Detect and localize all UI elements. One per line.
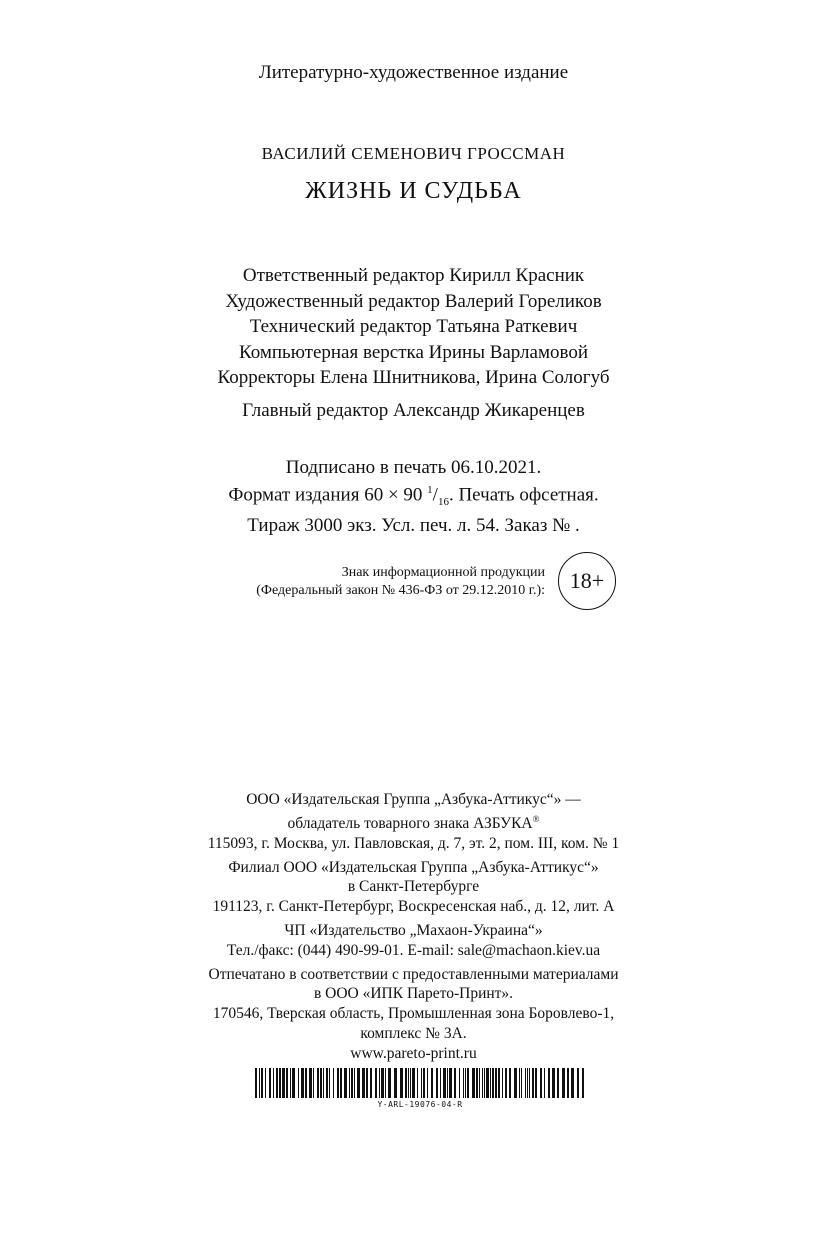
publisher-address: 115093, г. Москва, ул. Павловская, д. 7, эт. 2, пом. III, ком. № 1 [207,834,620,852]
info-mark-line1: Знак информационной продукции [341,565,545,580]
barcode-bar [562,1068,565,1098]
barcode-bar [421,1068,422,1098]
barcode-bar [394,1068,397,1098]
barcode-bar [486,1068,489,1098]
barcode-bar [431,1068,433,1098]
branch-address: 191123, г. Санкт-Петербург, Воскресенская наб., д. 12, лит. А [212,898,615,916]
trademark-text: обладатель товарного знака АЗБУКА [287,814,533,832]
barcode-bar [337,1068,339,1098]
barcode-bar [577,1068,579,1098]
barcode-bar [472,1068,475,1098]
printer-line: в ООО «ИПК Парето-Принт». [313,985,514,1003]
author-name: ВАСИЛИЙ СЕМЕНОВИЧ ГРОССМАН [261,144,566,163]
barcode-bar [529,1068,530,1098]
barcode-bar [317,1068,319,1098]
barcode-bar [544,1068,545,1098]
publisher-line: ООО «Издательская Группа „Азбука-Аттикус“» — [246,791,581,808]
barcode-bar [443,1068,446,1098]
age-rating-badge [558,552,616,610]
barcode-bar [329,1068,330,1098]
book-title: ЖИЗНЬ И СУДЬБА [305,178,522,204]
barcode-bar [357,1068,360,1098]
barcode-bar [465,1068,466,1098]
barcode-bar [286,1068,288,1098]
barcode-bar [412,1068,415,1098]
format-prefix: Формат издания 60 × 90 [228,484,428,506]
barcode-bar [379,1068,380,1098]
barcode-bar [269,1068,271,1098]
branch-line: в Санкт-Петербурге [347,878,480,896]
barcode-bar [323,1068,324,1098]
barcode-bar [447,1068,448,1098]
format-slash: / [432,484,438,506]
barcode-bar [351,1068,353,1098]
barcode-bar [492,1068,494,1098]
barcode-bar [344,1068,347,1098]
format-line [0,479,827,514]
format-suffix: . Печать офсетная. [448,484,599,506]
barcode-bar [482,1068,483,1098]
barcode-bar [301,1068,304,1098]
barcode-bar [440,1068,441,1098]
barcode-bar [400,1068,403,1098]
barcode-bar [349,1068,350,1098]
barcode-bar [292,1068,295,1098]
credits-block [0,263,827,391]
barcode-bar [265,1068,266,1098]
barcode-bar [370,1068,372,1098]
barcode-bar [290,1068,291,1098]
barcode-bar [279,1068,281,1098]
barcode-bar [381,1068,384,1098]
barcode-bar [540,1068,542,1098]
chief-editor: Главный редактор Александр Жикаренцев [242,400,585,421]
info-mark-line2: (Федеральный закон № 436-ФЗ от 29.12.2010 г.): [256,583,545,598]
credit-layout: Компьютерная верстка Ирины Варламовой [238,341,589,363]
barcode-bar [582,1068,584,1098]
barcode-bar [484,1068,485,1098]
barcode-bar [476,1068,478,1098]
printer-website: www.pareto-print.ru [350,1044,477,1062]
ukraine-contacts: Тел./факс: (044) 490-99-01. E-mail: sale@machaon.kiev.ua [226,941,601,959]
barcode-bar [298,1068,299,1098]
barcode-bar [495,1068,497,1098]
barcode-bar [557,1068,559,1098]
barcode-bar [410,1068,411,1098]
barcode-bar [527,1068,528,1098]
ukraine-publisher: ЧП «Издательство „Махаон-Украина“» [284,921,543,939]
barcode-bar [479,1068,480,1098]
barcode-bar [427,1068,428,1098]
barcode [255,1068,585,1098]
signed-date: Подписано в печать 06.10.2021. [285,457,542,478]
barcode-bar [571,1068,574,1098]
barcode-label: Y-ARL-19076-04-R [377,1100,463,1109]
barcode-bar [535,1068,537,1098]
credit-responsible-editor: Ответственный редактор Кирилл Красник [242,265,585,286]
print-info [0,456,827,537]
barcode-bar [467,1068,469,1098]
barcode-bar [509,1068,511,1098]
barcode-bar [259,1068,260,1098]
barcode-bar [525,1068,526,1098]
barcode-bar [276,1068,278,1098]
barcode-bar [505,1068,507,1098]
barcode-bar [326,1068,328,1098]
printer-address: комплекс № 3А. [360,1024,467,1042]
barcode-bar [366,1068,368,1098]
branch-line: Филиал ООО «Издательская Группа „Азбука-Аттикус“» [228,858,599,876]
barcode-bar [305,1068,307,1098]
barcode-bar [502,1068,503,1098]
barcode-bar [354,1068,355,1098]
barcode-bar [548,1068,550,1098]
barcode-bar [449,1068,452,1098]
barcode-bar [405,1068,407,1098]
barcode-bar [273,1068,274,1098]
barcode-bar [333,1068,334,1098]
info-product-mark [180,564,545,600]
format-numerator: 1 [427,484,433,496]
barcode-bar [490,1068,491,1098]
barcode-bar [340,1068,342,1098]
publisher-line [0,810,827,834]
credit-technical-editor: Технический редактор Татьяна Раткевич [249,316,578,337]
barcode-bar [385,1068,386,1098]
barcode-bar [309,1068,312,1098]
print-run: Тираж 3000 экз. Усл. печ. л. 54. Заказ № . [247,515,580,537]
barcode-bar [388,1068,391,1098]
barcode-bar [255,1068,257,1098]
barcode-bar [362,1068,365,1098]
edition-type: Литературно-художественное издание [258,62,569,83]
barcode-bar [375,1068,377,1098]
barcode-bar [459,1068,460,1098]
printer-line: Отпечатано в соответствии с предоставленными материалами [208,965,619,983]
barcode-bar [514,1068,517,1098]
barcode-bar [282,1068,285,1098]
barcode-bar [261,1068,263,1098]
age-rating: 18+ [569,568,605,593]
barcode-bar [519,1068,520,1098]
barcode-bar [436,1068,438,1098]
barcode-bar [521,1068,522,1098]
barcode-bar [567,1068,569,1098]
credit-art-editor: Художественный редактор Валерий Гореликов [225,290,602,312]
barcode-bar [454,1068,456,1098]
barcode-bar [552,1068,555,1098]
barcode-bar [423,1068,425,1098]
format-denominator: 16 [437,496,449,509]
barcode-bar [498,1068,500,1098]
registered-mark: ® [532,813,540,824]
barcode-bar [532,1068,534,1098]
barcode-bar [313,1068,314,1098]
barcode-bar [417,1068,418,1098]
printer-address: 170546, Тверская область, Промышленная зона Боровлево-1, [212,1005,615,1023]
barcode-bar [463,1068,464,1098]
publisher-block [0,790,827,1064]
credit-proofreaders: Корректоры Елена Шнитникова, Ирина Сологуб [217,367,610,388]
barcode-bar [408,1068,409,1098]
barcode-bar [320,1068,322,1098]
